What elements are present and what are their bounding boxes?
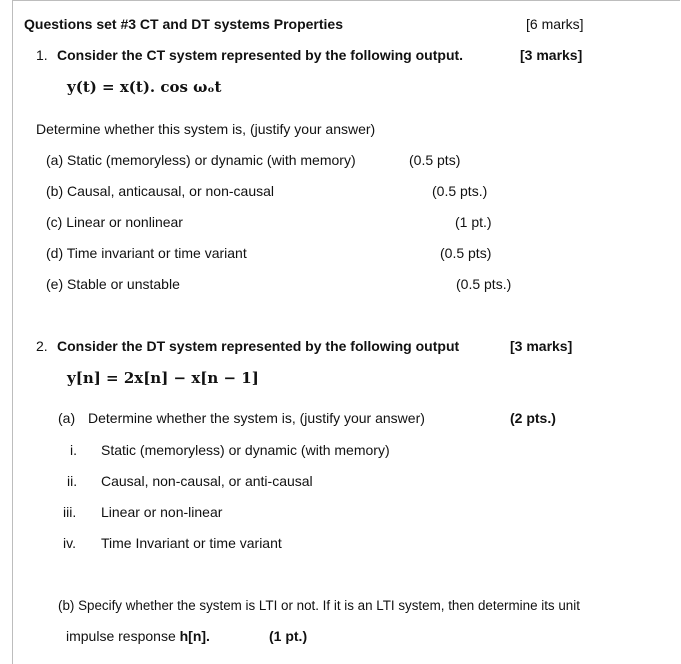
q1-item-e: (e) Stable or unstable (46, 276, 180, 292)
q2-sub-text-i: Static (memoryless) or dynamic (with memory) (101, 442, 390, 458)
q2-part-b-line2 (66, 627, 210, 645)
q1-number: 1. (36, 47, 48, 63)
q2-part-a-label: (a) (58, 410, 76, 426)
q2-part-a-text: Determine whether the system is, (justify your answer) (88, 410, 425, 426)
page-title: Questions set #3 CT and DT systems Properties (24, 16, 343, 32)
q1-item-d-pts: (0.5 pts) (440, 245, 492, 261)
page-border (12, 0, 680, 664)
q2-equation: y[n] = 2x[n] − x[n − 1] (67, 369, 259, 387)
q2-number: 2. (36, 338, 48, 354)
q1-equation: y(t) = x(t). cos ωₒt (67, 78, 222, 96)
q2-prompt: Consider the DT system represented by the following output (57, 338, 460, 354)
q1-item-b-pts: (0.5 pts.) (432, 183, 488, 199)
q2-part-b-prefix: impulse response (66, 628, 180, 644)
q2-sub-text-ii: Causal, non-causal, or anti-causal (101, 473, 313, 489)
q2-sub-text-iv: Time Invariant or time variant (101, 535, 282, 551)
q2-part-a-pts: (2 pts.) (510, 410, 556, 426)
q1-item-c: (c) Linear or nonlinear (46, 214, 183, 230)
q2-part-b-line1: (b) Specify whether the system is LTI or not. If it is an LTI system, then determine its unit (58, 598, 580, 613)
q2-part-b-pts: (1 pt.) (269, 628, 308, 644)
q1-item-c-pts: (1 pt.) (455, 214, 492, 230)
q2-sub-num-i: i. (70, 442, 77, 458)
q1-item-a: (a) Static (memoryless) or dynamic (with memory) (46, 152, 356, 168)
q1-item-b: (b) Causal, anticausal, or non-causal (46, 183, 275, 199)
q1-item-a-pts: (0.5 pts) (409, 152, 461, 168)
q1-item-e-pts: (0.5 pts.) (456, 276, 512, 292)
q1-item-d: (d) Time invariant or time variant (46, 245, 247, 261)
q2-part-b-hn: h[n]. (179, 628, 210, 644)
q2-sub-num-iv: iv. (63, 535, 76, 551)
q2-marks: [3 marks] (510, 338, 573, 354)
q2-sub-text-iii: Linear or non-linear (101, 504, 223, 520)
q2-sub-num-ii: ii. (67, 473, 78, 489)
q1-marks: [3 marks] (520, 47, 583, 63)
q1-instruction: Determine whether this system is, (justify your answer) (36, 121, 376, 137)
q2-sub-num-iii: iii. (63, 504, 77, 520)
total-marks: [6 marks] (526, 16, 584, 32)
q1-prompt: Consider the CT system represented by the following output. (57, 47, 464, 63)
